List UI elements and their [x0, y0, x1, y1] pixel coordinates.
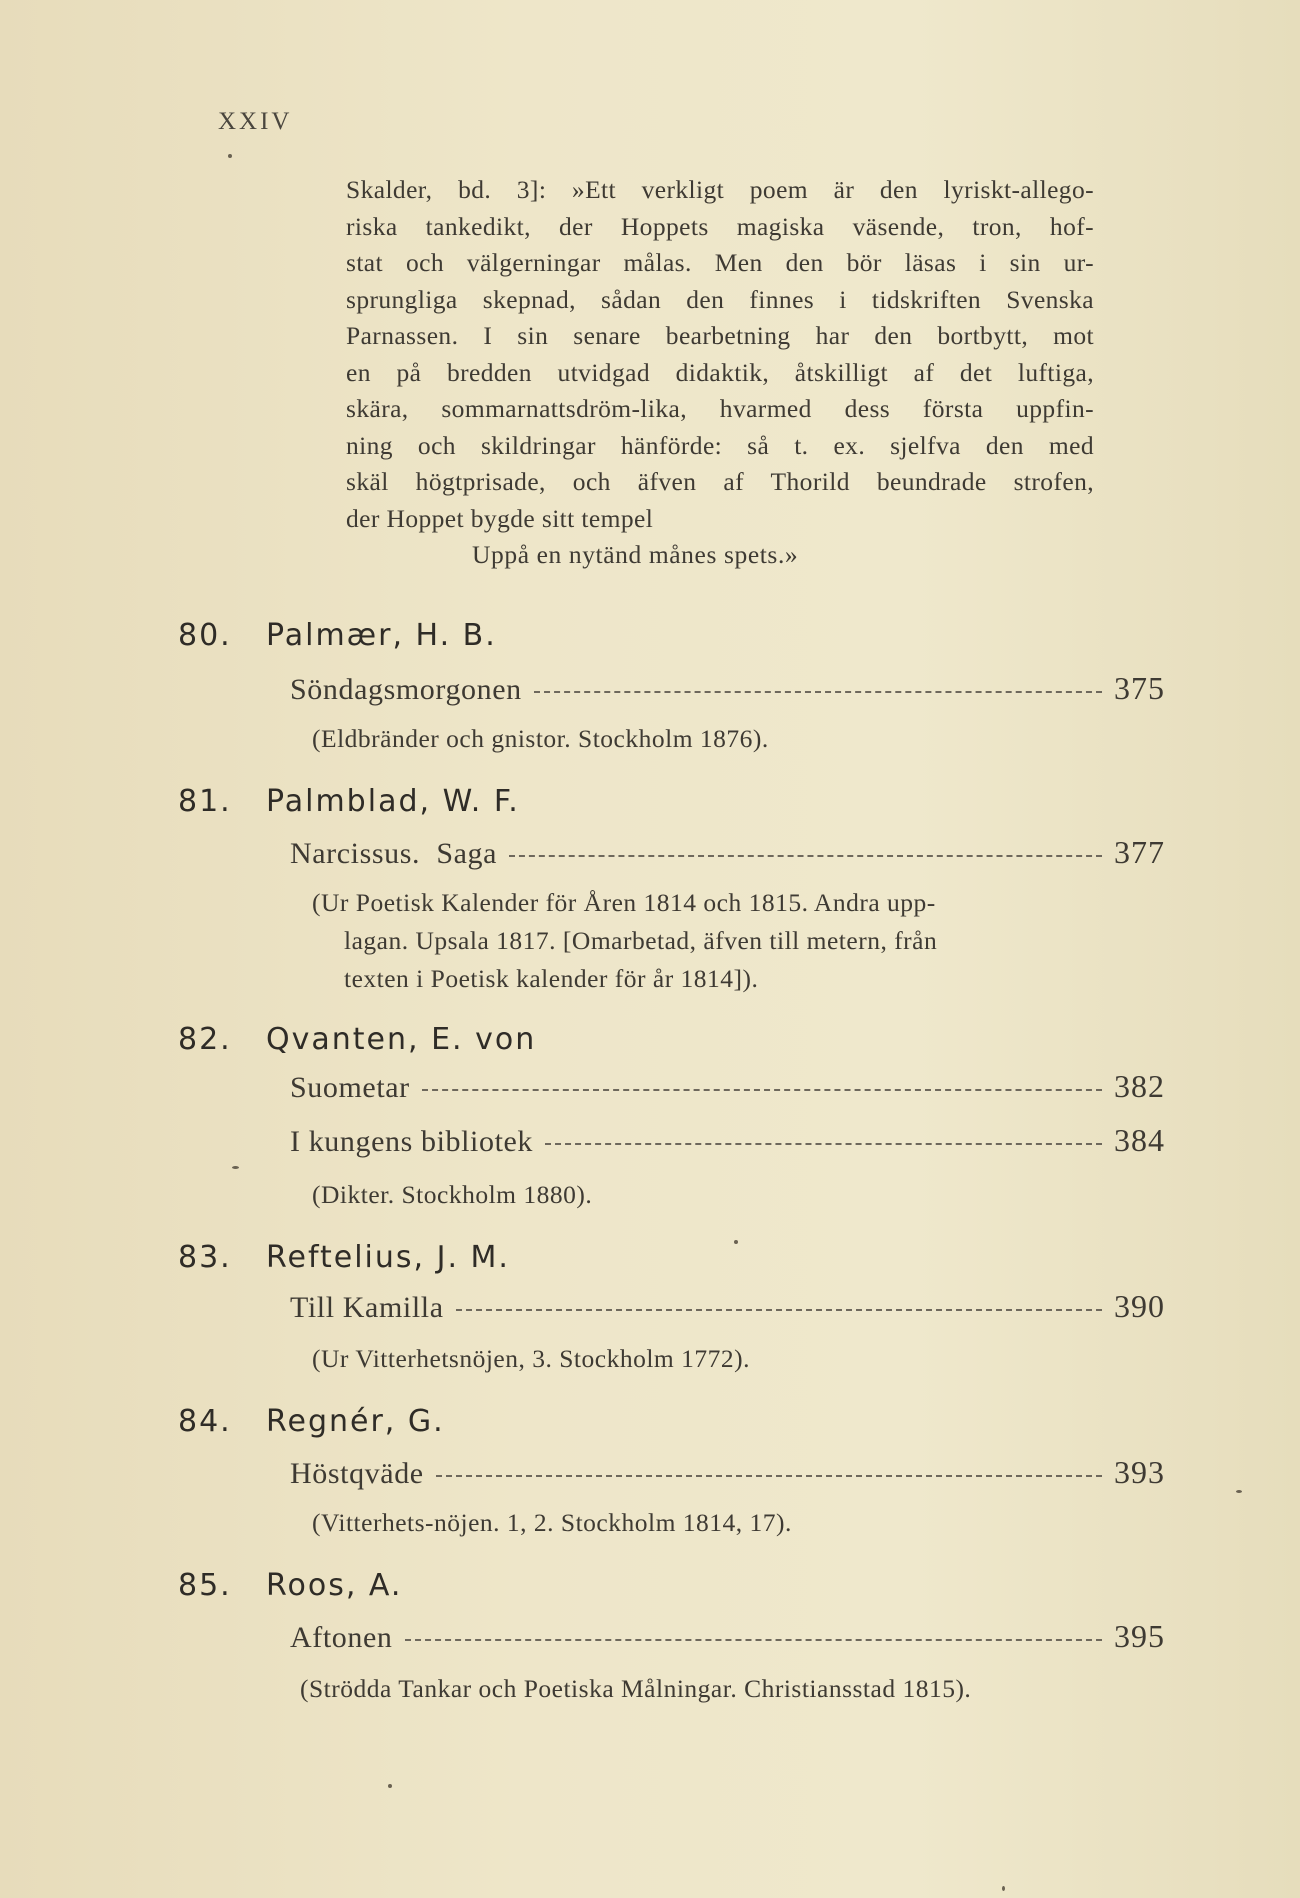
paper-speck [1002, 1886, 1005, 1891]
work-title: Narcissus. Saga [290, 837, 498, 870]
dot-leader [436, 1475, 1102, 1477]
work-title: Till Kamilla [290, 1291, 444, 1324]
toc-row[interactable] [290, 670, 1165, 707]
dot-leader [422, 1089, 1102, 1091]
dot-leader [545, 1143, 1102, 1145]
paragraph-line: en på bredden utvidgad didaktik, åtskilligt af det luftiga, [346, 357, 1094, 387]
paragraph-line: ning och skildringar hänförde: så t. ex. sjelfva den med [346, 430, 1094, 460]
work-title: Höstqväde [290, 1457, 424, 1490]
toc-row[interactable] [290, 1454, 1165, 1491]
source-line: texten i Poetisk kalender för år 1814]). [344, 964, 759, 993]
toc-row[interactable] [290, 834, 1165, 871]
dot-leader [405, 1639, 1102, 1641]
toc-row[interactable] [290, 1068, 1165, 1105]
paragraph-line: skära, sommarnattsdröm-lika, hvarmed dess första uppfin- [346, 394, 1094, 423]
source-line: lagan. Upsala 1817. [Omarbetad, äfven till metern, från [344, 926, 938, 955]
dot-leader [456, 1309, 1102, 1311]
source-citation: (Eldbränder och gnistor. Stockholm 1876). [312, 724, 769, 753]
entry-heading [178, 618, 497, 653]
paper-speck [388, 1784, 392, 1788]
paper-speck [734, 1240, 738, 1244]
toc-row[interactable] [290, 1618, 1165, 1655]
entry-number: 80. [178, 618, 232, 653]
entry-author: Regnér, G. [266, 1404, 445, 1439]
paper-speck [1236, 1490, 1242, 1493]
work-title: Suometar [290, 1071, 410, 1104]
paragraph-line: skäl högtprisade, och äfven af Thorild beundrade strofen, [346, 467, 1094, 496]
toc-row[interactable] [290, 1122, 1165, 1159]
entry-number: 83. [178, 1240, 232, 1275]
paper-speck [228, 154, 232, 158]
work-title: I kungens bibliotek [290, 1125, 534, 1158]
source-citation: (Strödda Tankar och Poetiska Målningar. Christiansstad 1815). [300, 1674, 972, 1703]
page-number: 375 [1114, 670, 1165, 706]
entry-heading [178, 1240, 510, 1275]
page-number: 382 [1114, 1068, 1165, 1104]
page-number: 377 [1114, 834, 1165, 870]
entry-number: 81. [178, 784, 232, 819]
paragraph-line: Parnassen. I sin senare bearbetning har den bortbytt, mot [346, 321, 1094, 350]
entry-author: Palmblad, W. F. [266, 784, 520, 819]
work-title: Aftonen [290, 1621, 393, 1654]
entry-heading [178, 1568, 402, 1603]
entry-heading [178, 1404, 445, 1439]
page-number: 395 [1114, 1618, 1165, 1654]
dot-leader [534, 691, 1102, 693]
paragraph-line: riska tankedikt, der Hoppets magiska väsende, tron, hof- [346, 211, 1094, 241]
source-citation: (Dikter. Stockholm 1880). [312, 1180, 593, 1209]
entry-number: 85. [178, 1568, 232, 1603]
page-folio: XXIV [218, 108, 293, 135]
entry-author: Reftelius, J. M. [266, 1240, 510, 1275]
entry-author: Qvanten, E. von [266, 1022, 537, 1057]
entry-number: 82. [178, 1022, 232, 1057]
work-title: Söndagsmorgonen [290, 673, 522, 706]
dot-leader [509, 855, 1102, 857]
source-line: (Ur Poetisk Kalender för Åren 1814 och 1815. Andra upp- [312, 888, 936, 917]
paragraph-line: der Hoppet bygde sitt tempel [346, 503, 654, 533]
entry-heading [178, 1022, 536, 1057]
source-citation [312, 884, 1092, 998]
paper-speck [232, 1166, 239, 1169]
quoted-verse: Uppå en nytänd månes spets.» [472, 540, 799, 569]
page-number: 390 [1114, 1288, 1165, 1324]
entry-heading [178, 784, 520, 819]
source-citation: (Vitterhets-nöjen. 1, 2. Stockholm 1814, 17). [312, 1508, 792, 1537]
toc-row[interactable] [290, 1288, 1165, 1325]
page-number: 384 [1114, 1122, 1165, 1158]
paragraph-line: sprungliga skepnad, sådan den finnes i tidskriften Svenska [346, 284, 1094, 314]
page-number: 393 [1114, 1454, 1165, 1490]
entry-number: 84. [178, 1404, 232, 1439]
source-citation: (Ur Vitterhetsnöjen, 3. Stockholm 1772). [312, 1344, 750, 1373]
entry-author: Roos, A. [266, 1568, 403, 1603]
continuation-paragraph [346, 172, 1094, 537]
entry-author: Palmær, H. B. [266, 618, 497, 653]
paragraph-line: stat och välgerningar målas. Men den bör läsas i sin ur- [346, 248, 1094, 277]
paragraph-line: Skalder, bd. 3]: »Ett verkligt poem är den lyriskt-allego- [346, 175, 1094, 204]
